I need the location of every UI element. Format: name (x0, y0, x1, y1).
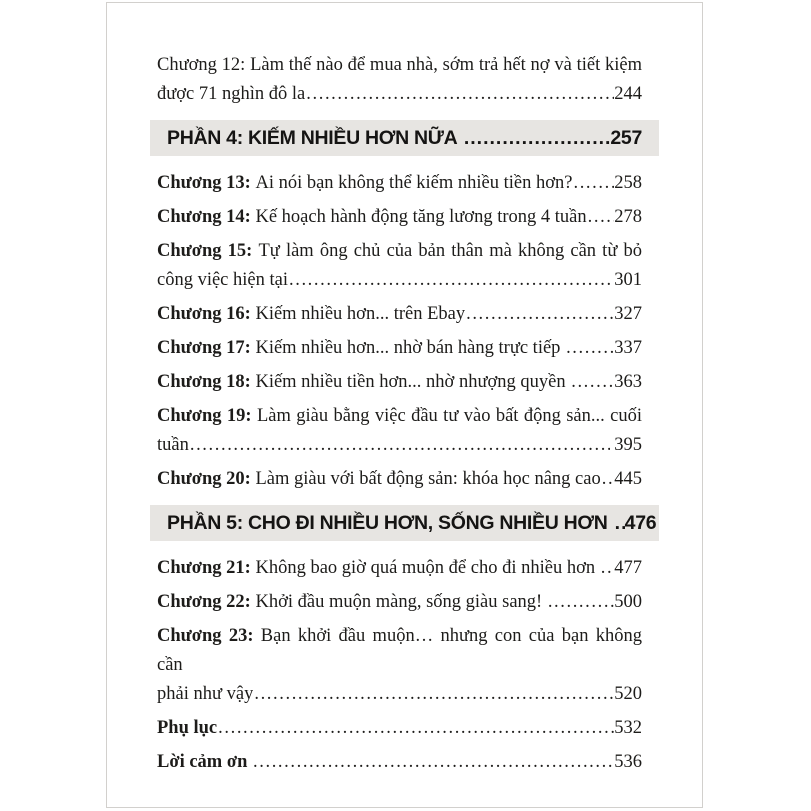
toc-entry-chapter-13 (157, 169, 642, 198)
dot-leader (572, 169, 614, 198)
page-number: 258 (614, 173, 642, 193)
chapter-title-cont: tuần (157, 435, 189, 455)
entry-first-line (157, 237, 642, 266)
page-number: 257 (610, 127, 642, 149)
chapter-title-cont: được 71 nghìn đô la (157, 84, 306, 104)
dot-leader (305, 80, 614, 109)
page-number: 327 (614, 304, 642, 324)
chapter-label: Chương 12: (157, 55, 251, 75)
page-number: 363 (614, 372, 642, 392)
page-number: 301 (614, 270, 642, 290)
toc-entry-chapter-17 (157, 334, 642, 363)
chapter-title: Làm giàu với bất động sản: khóa học nâng cao (255, 469, 601, 489)
chapter-label: Chương 20: (157, 469, 256, 489)
toc-entry-chapter-19 (157, 402, 642, 460)
toc-entry-chapter-12 (157, 51, 642, 109)
page-number: 244 (614, 84, 642, 104)
section-label: PHẦN 4: KIẾM NHIỀU HƠN NỮA (167, 127, 462, 149)
chapter-label: Chương 22: (157, 592, 256, 612)
chapter-title: Làm thế nào để mua nhà, sớm trả hết nợ và tiết kiệm (250, 55, 642, 75)
dot-leader (462, 120, 611, 156)
entry-first-line (157, 51, 642, 80)
dot-leader (189, 431, 610, 460)
chapter-title: Bạn khởi đầu muộn… nhưng con của bạn không cần (157, 626, 642, 675)
toc-entry-chapter-16 (157, 300, 642, 329)
toc-entry-chapter-14 (157, 203, 642, 232)
entry-second-line (157, 80, 642, 109)
entry-first-line (157, 622, 642, 680)
chapter-label: Chương 14: (157, 207, 256, 227)
chapter-label: Chương 19: (157, 406, 257, 426)
dot-leader (465, 300, 614, 329)
chapter-label: Chương 23: (157, 626, 261, 646)
page-number: 278 (614, 207, 642, 227)
chapter-label: Chương 21: (157, 558, 256, 578)
page-number: 337 (614, 338, 642, 358)
dot-leader (600, 554, 615, 583)
chapter-title: Kiếm nhiều hơn... nhờ bán hàng trực tiếp (255, 338, 566, 358)
entry-second-line (157, 431, 642, 460)
book-page (106, 2, 703, 808)
entry-first-line (157, 402, 642, 431)
chapter-title: Ai nói bạn không thể kiếm nhiều tiền hơn? (255, 173, 573, 193)
entry-second-line (157, 680, 642, 709)
page-number: 477 (614, 558, 642, 578)
page-number: 476 (624, 512, 657, 534)
chapter-title: Tự làm ông chủ của bản thân mà không cần từ bỏ (258, 241, 642, 261)
chapter-label: Chương 16: (157, 304, 256, 324)
page-number: 395 (609, 435, 642, 455)
entry-label: Lời cảm ơn (157, 752, 253, 772)
entry-label: Phụ lục (157, 718, 218, 738)
chapter-label: Chương 15: (157, 241, 259, 261)
dot-leader (217, 714, 614, 743)
toc-entry-chapter-15 (157, 237, 642, 295)
dot-leader (570, 368, 614, 397)
dot-leader (288, 266, 614, 295)
chapter-title-cont: công việc hiện tại (157, 270, 288, 290)
chapter-title: Làm giàu bằng việc đầu tư vào bất động sản... cuối (256, 406, 642, 426)
page-number: 536 (614, 752, 642, 772)
chapter-title-cont: phải như vậy (157, 684, 254, 704)
dot-leader (587, 203, 615, 232)
dot-leader (253, 680, 614, 709)
toc-entry-chapter-23 (157, 622, 642, 709)
dot-leader (601, 465, 615, 494)
chapter-title: Kiếm nhiều tiền hơn... nhờ nhượng quyền (255, 372, 571, 392)
chapter-title: Kiếm nhiều hơn... trên Ebay (255, 304, 466, 324)
toc-entry-chapter-22 (157, 588, 642, 617)
dot-leader (613, 505, 625, 541)
page-number: 520 (614, 684, 642, 704)
entry-second-line (157, 266, 642, 295)
toc-entry-chapter-20 (157, 465, 642, 494)
section-label: PHẦN 5: CHO ĐI NHIỀU HƠN, SỐNG NHIỀU HƠN (167, 512, 613, 534)
page-number: 445 (614, 469, 642, 489)
toc-entry-chapter-21 (157, 554, 642, 583)
table-of-contents (157, 51, 657, 782)
toc-entry-appendix (157, 714, 642, 743)
dot-leader (565, 334, 614, 363)
dot-leader (547, 588, 614, 617)
chapter-title: Khởi đầu muộn màng, sống giàu sang! (255, 592, 547, 612)
page-number: 500 (614, 592, 642, 612)
chapter-title: Không bao giờ quá muộn để cho đi nhiều hơn (255, 558, 600, 578)
section-header-part-4 (150, 120, 659, 156)
chapter-label: Chương 13: (157, 173, 256, 193)
toc-entry-acknowledgements (157, 748, 642, 777)
chapter-title: Kế hoạch hành động tăng lương trong 4 tuần (255, 207, 587, 227)
dot-leader (252, 748, 614, 777)
chapter-label: Chương 17: (157, 338, 256, 358)
page-number: 532 (614, 718, 642, 738)
toc-entry-chapter-18 (157, 368, 642, 397)
chapter-label: Chương 18: (157, 372, 256, 392)
section-header-part-5 (150, 505, 659, 541)
